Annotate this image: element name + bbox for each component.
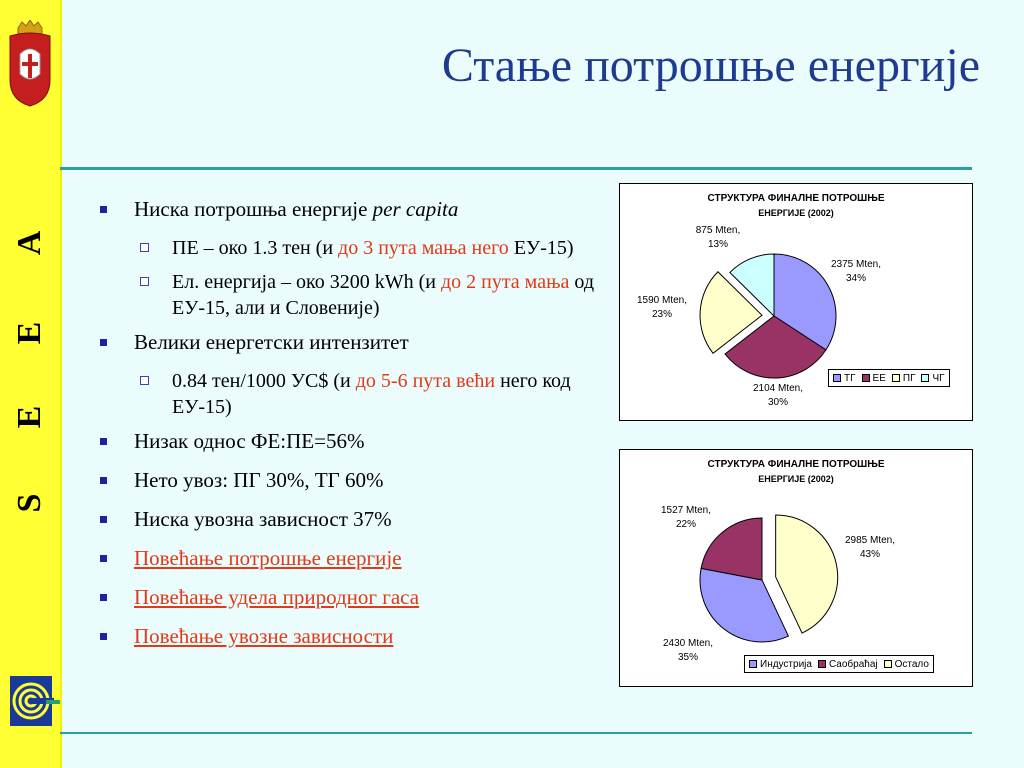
legend-item: ЧГ <box>921 373 944 384</box>
legend-item: ЕЕ <box>862 373 886 384</box>
legend-swatch <box>884 660 892 668</box>
bullet-item <box>96 623 616 649</box>
slice-label: 1527 Mten, 22% <box>660 505 712 530</box>
chart-title-line1: СТРУКТУРА ФИНАЛНЕ ПОТРОШЊЕ <box>707 459 885 470</box>
legend-swatch <box>833 374 841 382</box>
coat-of-arms-icon <box>8 20 52 108</box>
sidebar-letter-a: S <box>11 493 48 513</box>
bullet-item <box>96 545 616 571</box>
slice-label: 2985 Mten, 43% <box>844 535 896 560</box>
bullet-text-italic: per capita <box>372 197 459 221</box>
chart-title-line1: СТРУКТУРА ФИНАЛНЕ ПОТРОШЊЕ <box>707 193 885 204</box>
energy-logo-icon <box>8 672 60 730</box>
sidebar-letter-e: E <box>11 405 48 429</box>
sub-bullet-text: ЕУ-15) <box>508 237 574 259</box>
bullet-item <box>96 506 616 532</box>
sub-bullet-highlight: до 5-6 пута већи <box>355 370 496 392</box>
square-bullet-icon <box>140 277 149 286</box>
slice-label: 2430 Mten, 35% <box>662 638 714 663</box>
bullet-text: Ниска увозна зависност 37% <box>134 507 392 531</box>
sub-bullet-text: ПЕ – око 1.3 тен (и <box>172 237 339 259</box>
bullet-item <box>96 196 616 222</box>
legend-item: Саобраћај <box>818 659 878 670</box>
sub-bullet-highlight: до 2 пута мања <box>440 271 570 293</box>
bullet-list <box>96 196 616 662</box>
pie-slice-Индустрија <box>700 568 788 642</box>
bullet-text: Ниска потрошња енергије <box>134 197 373 221</box>
bullet-item <box>96 428 616 454</box>
bullet-text: Нето увоз: ПГ 30%, ТГ 60% <box>134 468 384 492</box>
slice-label: 875 Mten, 13% <box>695 225 741 250</box>
bullet-link[interactable]: Повећање удела природног гаса <box>134 585 420 609</box>
sidebar-letter-s: A <box>11 230 48 256</box>
sub-bullet-text: 0.84 тен/1000 УС$ (и <box>172 370 356 392</box>
sub-bullet-highlight: до 3 пута мања него <box>338 237 509 259</box>
legend-item: Остало <box>884 659 929 670</box>
footer-divider <box>60 732 972 734</box>
sidebar-letter-e: E <box>11 321 48 345</box>
pie-chart-sector <box>619 449 973 687</box>
bullet-text: Велики енергетски интензитет <box>134 330 409 354</box>
bullet-link[interactable]: Повећање увозне зависности <box>134 624 394 648</box>
square-bullet-icon <box>140 243 149 252</box>
sub-bullet-text: него код ЕУ-15) <box>172 370 571 418</box>
chart-legend <box>828 369 950 387</box>
sidebar <box>0 0 62 768</box>
sub-bullet-item <box>96 235 616 261</box>
chart-title-line2: ЕНЕРГИЈЕ (2002) <box>758 474 834 484</box>
legend-swatch <box>749 660 757 668</box>
pie-chart-energy-source <box>619 183 973 421</box>
legend-swatch <box>862 374 870 382</box>
sub-bullet-item <box>96 368 616 420</box>
legend-item: ПГ <box>892 373 916 384</box>
legend-swatch <box>921 374 929 382</box>
bullet-text: Низак однос ФЕ:ПЕ=56% <box>134 429 365 453</box>
legend-item: Индустрија <box>749 659 812 670</box>
slice-label: 2104 Mten, 30% <box>752 383 804 408</box>
square-bullet-icon <box>140 376 149 385</box>
chart-title-line2: ЕНЕРГИЈЕ (2002) <box>758 208 834 218</box>
legend-swatch <box>818 660 826 668</box>
sub-bullet-text: од ЕУ-15, али и Словеније) <box>172 271 595 319</box>
pie-slice-Остало <box>776 515 838 633</box>
bullet-link[interactable]: Повећање потрошње енергије <box>134 546 402 570</box>
title-divider <box>60 167 972 170</box>
page-title: Стање потрошње енергије <box>441 39 980 92</box>
bullet-item <box>96 329 616 355</box>
slice-label: 1590 Mten, 23% <box>636 295 688 320</box>
legend-item: ТГ <box>833 373 856 384</box>
chart-legend <box>744 655 934 673</box>
sub-bullet-text: Ел. енергија – око 3200 kWh (и <box>172 271 441 293</box>
bullet-item <box>96 584 616 610</box>
legend-swatch <box>892 374 900 382</box>
bullet-item <box>96 467 616 493</box>
sub-bullet-item <box>96 269 616 321</box>
slice-label: 2375 Mten, 34% <box>830 259 882 284</box>
